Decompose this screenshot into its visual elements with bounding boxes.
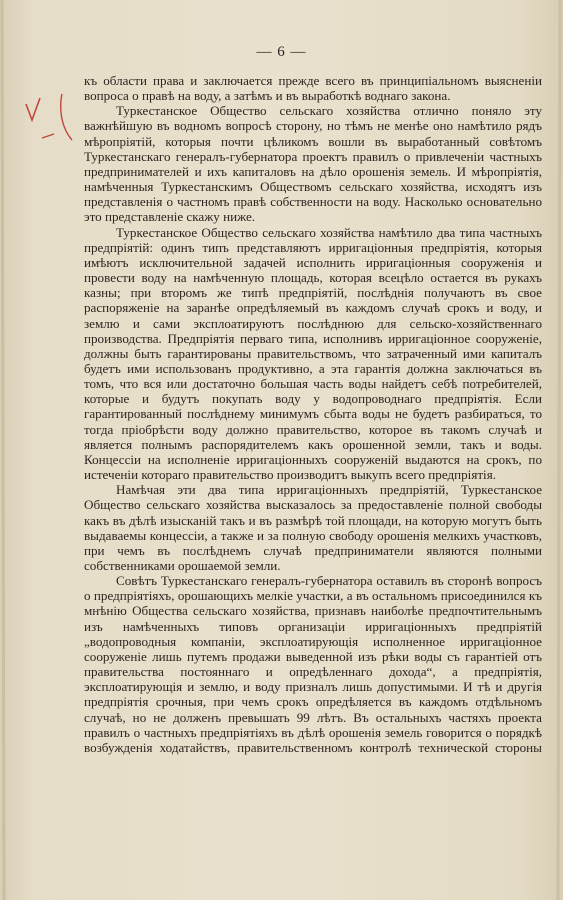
paragraph: Намѣчая эти два типа ирригаціонныхъ предпріятій, Туркестанское Общество сельскаго хозяйства высказалось за предоставленіе полной свободы какъ въ дѣлѣ изысканій такъ и въ размѣрѣ той площади, на которую могутъ быть выдаваемы концессіи, а также и за полную свободу орошенія мелкихъ участковъ, при чемъ въ послѣднемъ случаѣ предприниматели являются полными собственниками орошаемой земли.: [84, 482, 542, 573]
body-text: [84, 73, 542, 755]
paragraph: Туркестанское Общество сельскаго хозяйства отлично поняло эту важнѣйшую въ водномъ вопросѣ сторону, но тѣмъ не менѣе оно намѣтило рядъ мѣропріятій, которыя почти цѣликомъ вошли въ выработанный совѣтомъ Туркестанскаго генералъ-губернатора проектъ правилъ о привлеченіи частныхъ предпринимателей и ихъ капиталовъ на дѣло орошенія земель. И мѣропріятія, намѣченныя Туркестанскимъ Обществомъ сельскаго хозяйства, исходятъ изъ представленія о частномъ правѣ собственности на воду. Насколько основательно это представленіе скажу ниже.: [84, 103, 542, 225]
page-number: — 6 —: [256, 44, 307, 60]
paragraph: къ области права и заключается прежде всего въ принципіальномъ выясненіи вопроса о правѣ на воду, а затѣмъ и въ выработкѣ воднаго закона.: [84, 73, 542, 104]
paragraph: Туркестанское Общество сельскаго хозяйства намѣтило два типа частныхъ предпріятій: одинъ типъ представляютъ ирригаціонныя предпріятія, которыя имѣютъ исключительной задачей исполнить ирригаціонныя сооруженія и провести воду на намѣченную площадь, которая всецѣло остается въ рукахъ казны; при второмъ же типѣ предпріятій, послѣднія получаютъ въ свое распоряженіе на заранѣе опредѣляемый въ каждомъ случаѣ срокъ и воду, и землю и сами эксплоатируютъ послѣднюю для сельско-хозяйственнаго производства. Предпріятія перваго типа, исполнивъ ирригаціонное сооруженіе, должны быть гарантированы правительствомъ, что затраченный ими капиталъ будетъ ими использованъ продуктивно, а эта гарантія должна заключаться въ томъ, что вся или достаточно большая часть воды найдетъ себѣ потребителей, которые и будутъ покупать воду у водопроводнаго предпріятія. Если гарантированный послѣднему минимумъ сбыта воды не будетъ разбираться, то тогда пріобрѣсти воду должно правительство, которое въ такомъ случаѣ и является полнымъ распорядителемъ какъ орошенной земли, такъ и воды. Концессіи на исполненіе ирригаціонныхъ сооруженій выдаются на срокъ, по истеченіи котораго правительство производитъ выкупъ всего предпріятія.: [84, 224, 542, 483]
handwritten-margin-mark: [20, 94, 80, 154]
paragraph: Совѣтъ Туркестанскаго генералъ-губернатора оставилъ въ сторонѣ вопросъ о предпріятіяхъ, орошающихъ мелкіе участки, а въ остальномъ присоединился къ мнѣнію Общества сельскаго хозяйства, признавъ наиболѣе предпочтительнымъ изъ намѣченныхъ типовъ организаціи ирригаціонныхъ предпріятій „водопроводныя компаніи, эксплоатирующія исполненное ирригаціонное сооруженіе лишь путемъ продажи выведенной изъ рѣки воды съ гарантіей отъ правительства постояннаго и опредѣленнаго дохода“, а предпріятія, эксплоатирующія и землю, и воду призналъ лишь допустимыми. И тѣ и другія предпріятія срочныя, при чемъ срокъ опредѣляется въ каждомъ отдѣльномъ случаѣ, но не долженъ превышать 99 лѣтъ. Въ остальныхъ частяхъ проекта правилъ о частныхъ предпріятіяхъ въ дѣлѣ орошенія земель говорится о порядкѣ возбужденія ходатайствъ, правительственномъ контролѣ технической стороны: [84, 573, 542, 755]
